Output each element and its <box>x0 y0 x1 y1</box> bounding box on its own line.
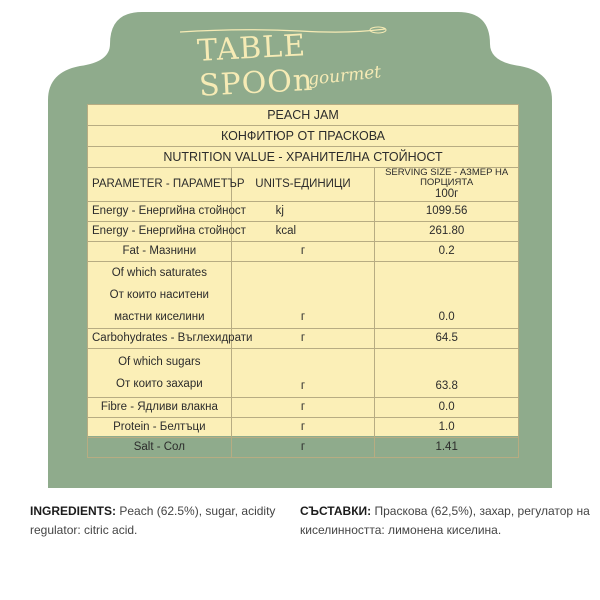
row-unit: г <box>231 329 375 349</box>
table-row <box>88 202 519 222</box>
row-unit: kj <box>231 202 375 222</box>
row-value: 63.8 <box>375 349 519 398</box>
ingredients-bg <box>300 502 590 540</box>
table-row <box>88 438 519 458</box>
nutrition-table <box>87 104 519 453</box>
row-parameter: Carbohydrates - Въглехидрати <box>88 329 232 349</box>
spoon-line-icon <box>180 26 390 36</box>
header-units: UNITS-ЕДИНИЦИ <box>231 168 375 202</box>
product-title-bg: КОНФИТЮР ОТ ПРАСКОВА <box>88 126 519 147</box>
table-row <box>88 242 519 262</box>
row-unit: г <box>231 242 375 262</box>
row-parameter-bg: От които наситени мастни киселини <box>109 289 209 323</box>
product-title-en: PEACH JAM <box>88 105 519 126</box>
brand-tagline: gourmet <box>307 62 383 90</box>
row-unit: г <box>231 418 375 438</box>
row-parameter: Protein - Белтъци <box>88 418 232 438</box>
header-serving-label: SERVING SIZE - АЗМЕР НА ПОРЦИЯТА <box>385 167 509 188</box>
row-parameter: Energy - Енергийна стойност <box>88 202 232 222</box>
table-row <box>88 222 519 242</box>
row-unit: г <box>231 438 375 458</box>
row-value: 1.0 <box>375 418 519 438</box>
row-value: 0.0 <box>375 262 519 329</box>
ingredients-bg-text: Праскова (62,5%), захар, регулатор на киселинността: лимонена киселина. <box>300 504 590 537</box>
ingredients-en <box>30 502 290 540</box>
brand-name: TABLE SPOOn <box>196 28 315 104</box>
row-parameter: Fibre - Ядливи влакна <box>88 398 232 418</box>
row-parameter-bg: От които захари <box>116 378 203 390</box>
nutrition-subtitle: NUTRITION VALUE - ХРАНИТЕЛНА СТОЙНОСТ <box>88 147 519 168</box>
ingredients-en-label: INGREDIENTS: <box>30 504 117 518</box>
row-value: 1.41 <box>375 438 519 458</box>
ingredients-en-text: Peach (62.5%), sugar, acidity regulator: citric acid. <box>30 504 276 537</box>
row-value: 1099.56 <box>375 202 519 222</box>
header-serving-size: 100г <box>434 188 459 200</box>
table-row <box>88 398 519 418</box>
row-parameter-en: Of which sugars <box>118 356 201 368</box>
brand-logo <box>180 26 420 104</box>
row-parameter <box>88 262 232 329</box>
ingredients-bg-label: СЪСТАВКИ: <box>300 504 372 518</box>
row-parameter: Energy - Енергийна стойност <box>88 222 232 242</box>
row-parameter: Salt - Сол <box>88 438 232 458</box>
row-unit: г <box>231 349 375 398</box>
table-row <box>88 262 519 329</box>
row-value: 64.5 <box>375 329 519 349</box>
header-parameter: PARAMETER - ПАРАМЕТЪР <box>88 168 232 202</box>
row-unit: г <box>231 262 375 329</box>
table-row <box>88 418 519 438</box>
row-unit: kcal <box>231 222 375 242</box>
row-parameter-en: Of which saturates <box>111 267 207 279</box>
row-value: 0.2 <box>375 242 519 262</box>
row-parameter <box>88 349 232 398</box>
table-header-row <box>88 168 519 202</box>
row-unit: г <box>231 398 375 418</box>
table-row <box>88 329 519 349</box>
row-value: 261.80 <box>375 222 519 242</box>
table-row <box>88 349 519 398</box>
row-value: 0.0 <box>375 398 519 418</box>
row-parameter: Fat - Мазнини <box>88 242 232 262</box>
header-serving <box>375 168 519 202</box>
